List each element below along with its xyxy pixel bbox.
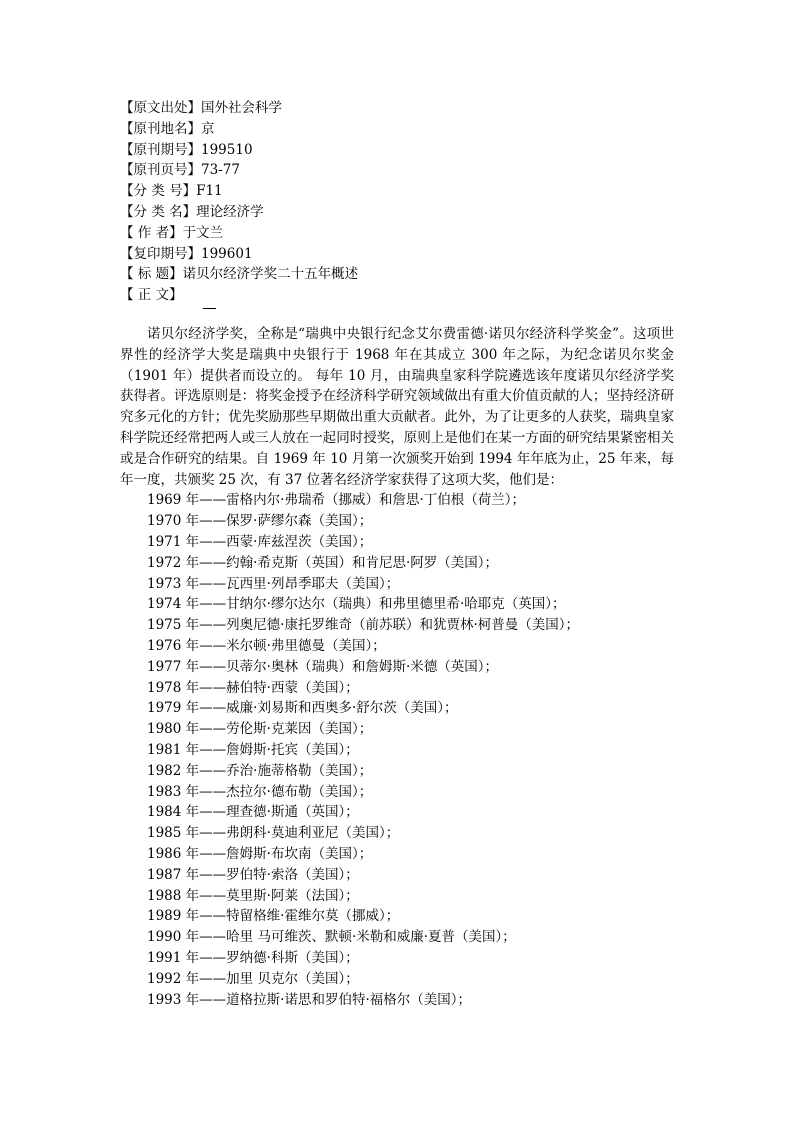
list-item: 1978 年——赫伯特·西蒙（美国）； (147, 679, 359, 696)
meta-author: 【 作 者】于文兰 (120, 224, 224, 241)
list-item: 1976 年——米尔顿·弗里德曼（美国）； (147, 637, 386, 654)
list-item: 1977 年——贝蒂尔·奥林（瑞典）和詹姆斯·米德（英国）； (147, 658, 498, 675)
laureate-list (120, 490, 674, 1010)
list-item: 1969 年——雷格内尔·弗瑞希（挪威）和詹思·丁伯根（荷兰）； (147, 492, 525, 509)
meta-class-number: 【分 类 号】F11 (120, 183, 223, 200)
list-item: 1992 年——加里 贝克尔（美国）； (147, 970, 359, 987)
meta-class-name: 【分 类 名】理论经济学 (120, 203, 264, 220)
list-item: 1980 年——劳伦斯·克莱因（美国）； (147, 721, 373, 738)
list-item: 1971 年——西蒙·库兹涅茨（美国）； (147, 533, 373, 550)
list-item: 1988 年——莫里斯·阿莱（法国）； (147, 887, 359, 904)
list-item: 1989 年——特留格维·霍维尔莫（挪威）； (147, 908, 400, 925)
list-item: 1993 年——道格拉斯·诺思和罗伯特·福格尔（美国）； (147, 991, 471, 1008)
list-item: 1972 年——约翰·希克斯（英国）和肯尼思·阿罗（美国）； (147, 554, 498, 571)
meta-source: 【原文出处】国外社会科学 (120, 100, 282, 116)
list-item: 1981 年——詹姆斯·托宾（美国）； (147, 741, 359, 758)
list-item: 1985 年——弗朗科·莫迪利亚尼（美国）； (147, 825, 400, 842)
list-item: 1979 年——威廉·刘易斯和西奥多·舒尔茨（美国）； (147, 700, 458, 717)
intro-paragraph: 诺贝尔经济学奖，全称是“瑞典中央银行纪念艾尔费雷德·诺贝尔经济科学奖金”。这项世界性的经济学大奖是瑞典中央银行于 1968 年在其成立 300 年之际，为纪念诺贝尔奖金（1901 年）提供者而设立的。 每年 10 月，由瑞典皇家科学院遴选该年度诺贝尔经济学奖获得者。评选原则是：将奖金授予在经济科学研究领域做出有重大价值贡献的人；坚持经济研究多元化的方针；优先奖励那些早期做出重大贡献者。此外，为了让更多的人获奖，瑞典皇家科学院还经常把两人或三人放在一起同时授奖，原则上是他们在某一方面的研究结果紧密相关或是合作研究的结果。自 1969 年 10 月第一次颁奖开始到 1994 年年底为止，25 年来，每年一度，共颁奖 25 次，有 37 位著名经济学家获得了这项大奖，他们是： (120, 326, 674, 488)
section-mark (203, 308, 216, 309)
list-item: 1982 年——乔治·施蒂格勒（美国）； (147, 762, 373, 779)
meta-title: 【 标 题】诺贝尔经济学奖二十五年概述 (120, 266, 359, 283)
meta-issue: 【原刊期号】199510 (120, 141, 253, 158)
list-item: 1974 年——甘纳尔·缪尔达尔（瑞典）和弗里德里希·哈耶克（英国）； (147, 596, 566, 613)
meta-place: 【原刊地名】京 (120, 120, 215, 137)
list-item: 1986 年——詹姆斯·布坎南（美国）； (147, 845, 373, 862)
list-item: 1991 年——罗纳德·科斯（美国）； (147, 949, 359, 966)
article-metadata (120, 98, 680, 306)
meta-body-label: 【 正 文】 (120, 287, 183, 304)
meta-reprint-issue: 【复印期号】199601 (120, 245, 253, 262)
article-body (120, 324, 674, 1010)
list-item: 1984 年——理查德·斯通（英国）； (147, 804, 359, 821)
list-item: 1987 年——罗伯特·索洛（美国）； (147, 866, 359, 883)
list-item: 1973 年——瓦西里·列昂季耶夫（美国）； (147, 575, 400, 592)
list-item: 1970 年——保罗·萨缪尔森（美国）； (147, 513, 373, 530)
meta-pages: 【原刊页号】73-77 (120, 162, 240, 179)
list-item: 1975 年——列奥尼德·康托罗维奇（前苏联）和犹贾林·柯普曼（美国）； (147, 617, 579, 634)
list-item: 1990 年——哈里 马可维茨、默顿·米勒和威廉·夏普（美国）； (147, 929, 516, 946)
list-item: 1983 年——杰拉尔·德布勒（美国）； (147, 783, 373, 800)
